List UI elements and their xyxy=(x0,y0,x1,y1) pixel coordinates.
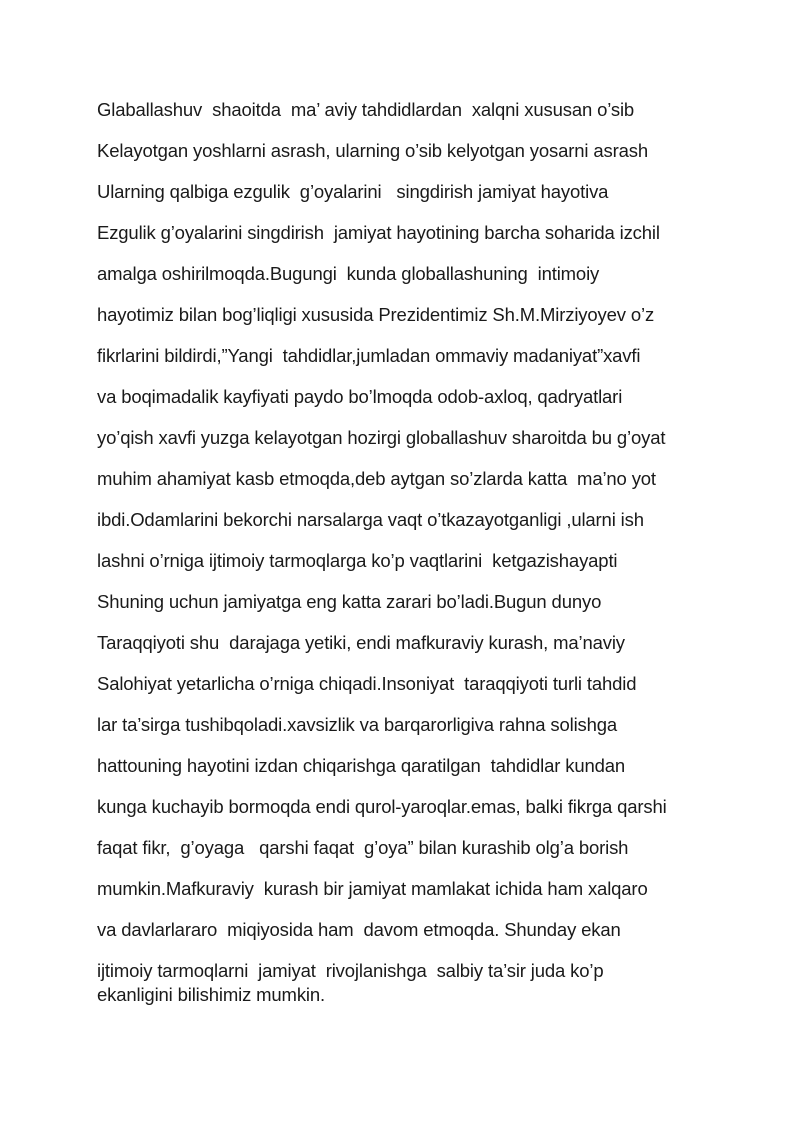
text-line: hattouning hayotini izdan chiqarishga qaratilgan tahdidlar kundan xyxy=(97,755,626,776)
text-line: muhim ahamiyat kasb etmoqda,deb aytgan so’zlarda katta ma’no yot xyxy=(97,468,656,489)
document-body xyxy=(97,98,717,1007)
text-line: va davlarlararo miqiyosida ham davom etmoqda. Shunday ekan xyxy=(97,919,621,940)
text-line: ekanligini bilishimiz mumkin. xyxy=(97,984,326,1005)
text-line: Glaballashuv shaoitda ma’ aviy tahdidlardan xalqni xususan o’sib xyxy=(97,99,635,120)
text-line: ijtimoiy tarmoqlarni jamiyat rivojlanishga salbiy ta’sir juda ko’p xyxy=(97,960,604,981)
text-line: Kelayotgan yoshlarni asrash, ularning o’sib kelyotgan yosarni asrash xyxy=(97,140,648,161)
text-line: amalga oshirilmoqda.Bugungi kunda globallashuning intimoiy xyxy=(97,263,600,284)
text-line: Ularning qalbiga ezgulik g’oyalarini singdirish jamiyat hayotiva xyxy=(97,181,609,202)
text-line: Taraqqiyoti shu darajaga yetiki, endi mafkuraviy kurash, ma’naviy xyxy=(97,632,625,653)
text-line: Salohiyat yetarlicha o’rniga chiqadi.Insoniyat taraqqiyoti turli tahdid xyxy=(97,673,637,694)
text-line: lar ta’sirga tushibqoladi.xavsizlik va barqarorligiva rahna solishga xyxy=(97,714,618,735)
text-line: Shuning uchun jamiyatga eng katta zarari bo’ladi.Bugun dunyo xyxy=(97,591,602,612)
text-line: kunga kuchayib bormoqda endi qurol-yaroqlar.emas, balki fikrga qarshi xyxy=(97,796,667,817)
text-line: lashni o’rniga ijtimoiy tarmoqlarga ko’p vaqtlarini ketgazishayapti xyxy=(97,550,618,571)
text-line: yo’qish xavfi yuzga kelayotgan hozirgi globallashuv sharoitda bu g’oyat xyxy=(97,427,666,448)
text-line: mumkin.Mafkuraviy kurash bir jamiyat mamlakat ichida ham xalqaro xyxy=(97,878,648,899)
text-line: va boqimadalik kayfiyati paydo bo’lmoqda odob-axloq, qadryatlari xyxy=(97,386,623,407)
text-line: fikrlarini bildirdi,”Yangi tahdidlar,jumladan ommaviy madaniyat”xavfi xyxy=(97,345,641,366)
text-line: faqat fikr, g’oyaga qarshi faqat g’oya” bilan kurashib olg’a borish xyxy=(97,837,629,858)
text-line: ibdi.Odamlarini bekorchi narsalarga vaqt o’tkazayotganligi ,ularni ish xyxy=(97,509,644,530)
text-line: Ezgulik g’oyalarini singdirish jamiyat hayotining barcha soharida izchil xyxy=(97,222,660,243)
text-line: hayotimiz bilan bog’liqligi xususida Prezidentimiz Sh.M.Mirziyoyev o’z xyxy=(97,304,655,325)
